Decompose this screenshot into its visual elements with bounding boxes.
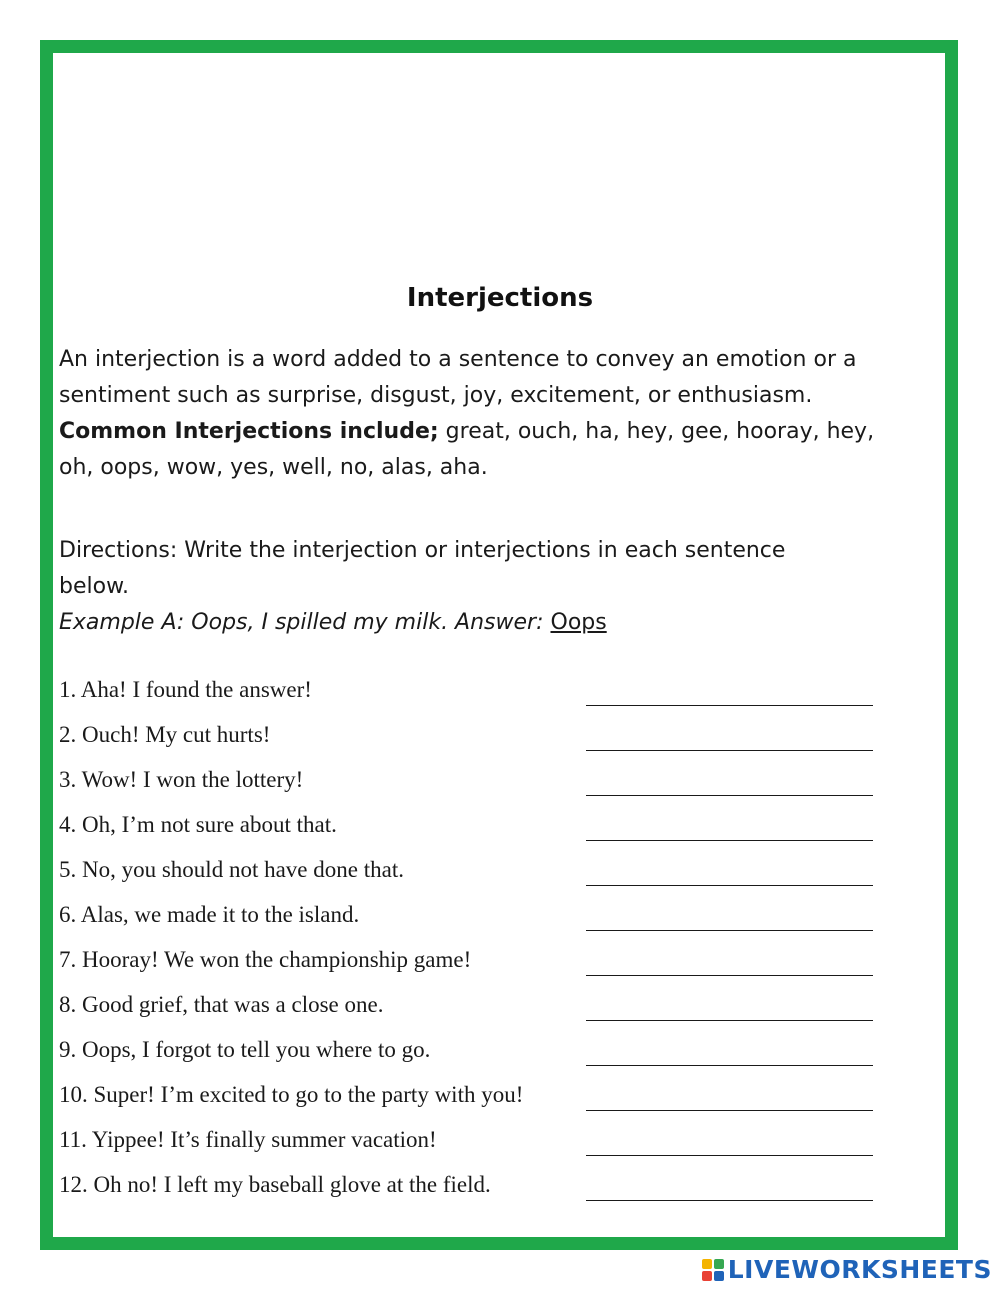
question-text: 9. Oops, I forgot to tell you where to go. [59, 1037, 431, 1062]
question-text: 3. Wow! I won the lottery! [59, 767, 304, 792]
question-text: 11. Yippee! It’s finally summer vacation! [59, 1127, 437, 1152]
question-item [59, 1168, 889, 1213]
question-text: 7. Hooray! We won the championship game! [59, 947, 472, 972]
question-item [59, 943, 889, 988]
question-item [59, 673, 889, 718]
answer-blank[interactable] [586, 1155, 873, 1156]
question-text: 10. Super! I’m excited to go to the party with you! [59, 1082, 524, 1107]
question-text: 8. Good grief, that was a close one. [59, 992, 384, 1017]
question-text: 12. Oh no! I left my baseball glove at the field. [59, 1172, 491, 1197]
question-item [59, 1033, 889, 1078]
common-interjections-list-cont: oh, oops, wow, yes, well, no, alas, aha. [59, 455, 488, 480]
intro-paragraph [59, 342, 939, 486]
question-item [59, 763, 889, 808]
directions-line-2: below. [59, 574, 130, 599]
answer-blank[interactable] [586, 975, 873, 976]
common-interjections-label: Common Interjections include; [59, 419, 439, 444]
question-item [59, 1078, 889, 1123]
question-text: 6. Alas, we made it to the island. [59, 902, 360, 927]
answer-blank[interactable] [586, 930, 873, 931]
answer-blank[interactable] [586, 1200, 873, 1201]
answer-blank[interactable] [586, 1110, 873, 1111]
answer-blank[interactable] [586, 840, 873, 841]
directions [59, 533, 939, 605]
logo-tile [714, 1259, 724, 1269]
intro-line-1: An interjection is a word added to a sentence to convey an emotion or a [59, 347, 857, 372]
answer-blank[interactable] [586, 1020, 873, 1021]
answer-blank[interactable] [586, 885, 873, 886]
answer-blank[interactable] [586, 750, 873, 751]
question-item [59, 898, 889, 943]
example-answer: Oops [550, 610, 607, 635]
brand-name: LIVEWORKSHEETS [727, 1255, 992, 1284]
example-text: Example A: Oops, I spilled my milk. Answer: [59, 610, 551, 635]
intro-line-2: sentiment such as surprise, disgust, joy, excitement, or enthusiasm. [59, 383, 813, 408]
question-item [59, 718, 889, 763]
logo-tile [702, 1259, 712, 1269]
question-text: 5. No, you should not have done that. [59, 857, 404, 882]
question-item [59, 1123, 889, 1168]
question-list [59, 673, 889, 1213]
page-title: Interjections [406, 283, 594, 313]
logo-tile [702, 1271, 712, 1281]
question-text: 4. Oh, I’m not sure about that. [59, 812, 337, 837]
question-item [59, 988, 889, 1033]
answer-blank[interactable] [586, 795, 873, 796]
answer-blank[interactable] [586, 1065, 873, 1066]
common-interjections-list: great, ouch, ha, hey, gee, hooray, hey, [438, 419, 875, 444]
question-text: 2. Ouch! My cut hurts! [59, 722, 271, 747]
logo-tiles-icon [702, 1259, 724, 1281]
question-item [59, 808, 889, 853]
logo-tile [714, 1271, 724, 1281]
question-text: 1. Aha! I found the answer! [59, 677, 312, 702]
example [59, 605, 939, 641]
directions-line-1: Directions: Write the interjection or interjections in each sentence [59, 538, 786, 563]
liveworksheets-logo [702, 1255, 992, 1284]
question-item [59, 853, 889, 898]
answer-blank[interactable] [586, 705, 873, 706]
